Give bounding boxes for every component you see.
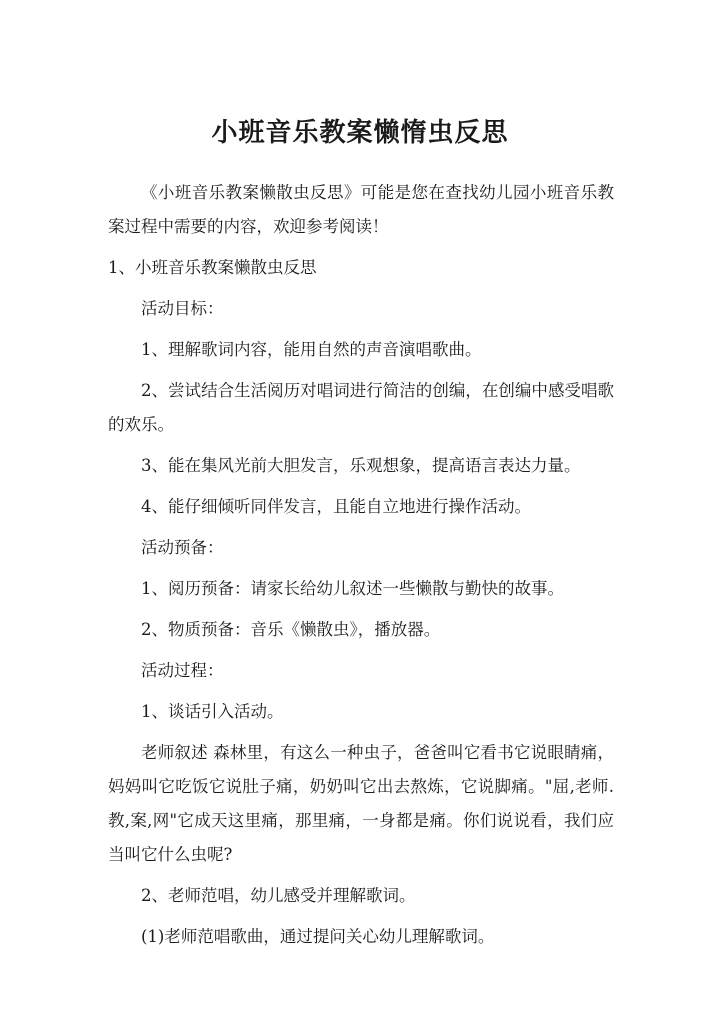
paragraph: 2、物质预备：音乐《懒散虫》，播放器。 bbox=[141, 620, 441, 639]
paragraph: 1、阅历预备：请家长给幼儿叙述一些懒散与勤快的故事。 bbox=[141, 579, 564, 598]
paragraph: 1、小班音乐教案懒散虫反思 bbox=[108, 258, 317, 277]
paragraph: 3、能在集风光前大胆发言，乐观想象，提高语言表达力量。 bbox=[141, 456, 581, 475]
paragraph: (1)老师范唱歌曲，通过提问关心幼儿理解歌词。 bbox=[141, 927, 495, 946]
document-title: 小班音乐教案懒惰虫反思 bbox=[211, 118, 509, 148]
document-body bbox=[108, 176, 614, 961]
paragraph: 老师叙述 森林里，有这么一种虫子，爸爸叫它看书它说眼睛痛，妈妈叫它吃饭它说肚子痛，奶奶叫它出去熬炼，它说脚痛。"屈,老师.教,案,网"它成天这里痛，那里痛，一身都是痛。你们说说看，我们应当叫它什么虫呢? bbox=[108, 743, 614, 864]
paragraph: 1、理解歌词内容，能用自然的声音演唱歌曲。 bbox=[141, 340, 482, 359]
paragraph: 活动目标： bbox=[141, 299, 224, 318]
paragraph: 活动过程： bbox=[141, 661, 224, 680]
paragraph: 活动预备： bbox=[141, 538, 224, 557]
paragraph: 《小班音乐教案懒散虫反思》可能是您在查找幼儿园小班音乐教案过程中需要的内容，欢迎参考阅读！ bbox=[108, 183, 614, 236]
paragraph: 2、老师范唱，幼儿感受并理解歌词。 bbox=[141, 886, 416, 905]
paragraph: 1、谈话引入活动。 bbox=[141, 702, 284, 721]
paragraph: 4、能仔细倾听同伴发言，且能自立地进行操作活动。 bbox=[141, 497, 531, 516]
paragraph: 2、尝试结合生活阅历对唱词进行简洁的创编，在创编中感受唱歌的欢乐。 bbox=[108, 381, 614, 434]
